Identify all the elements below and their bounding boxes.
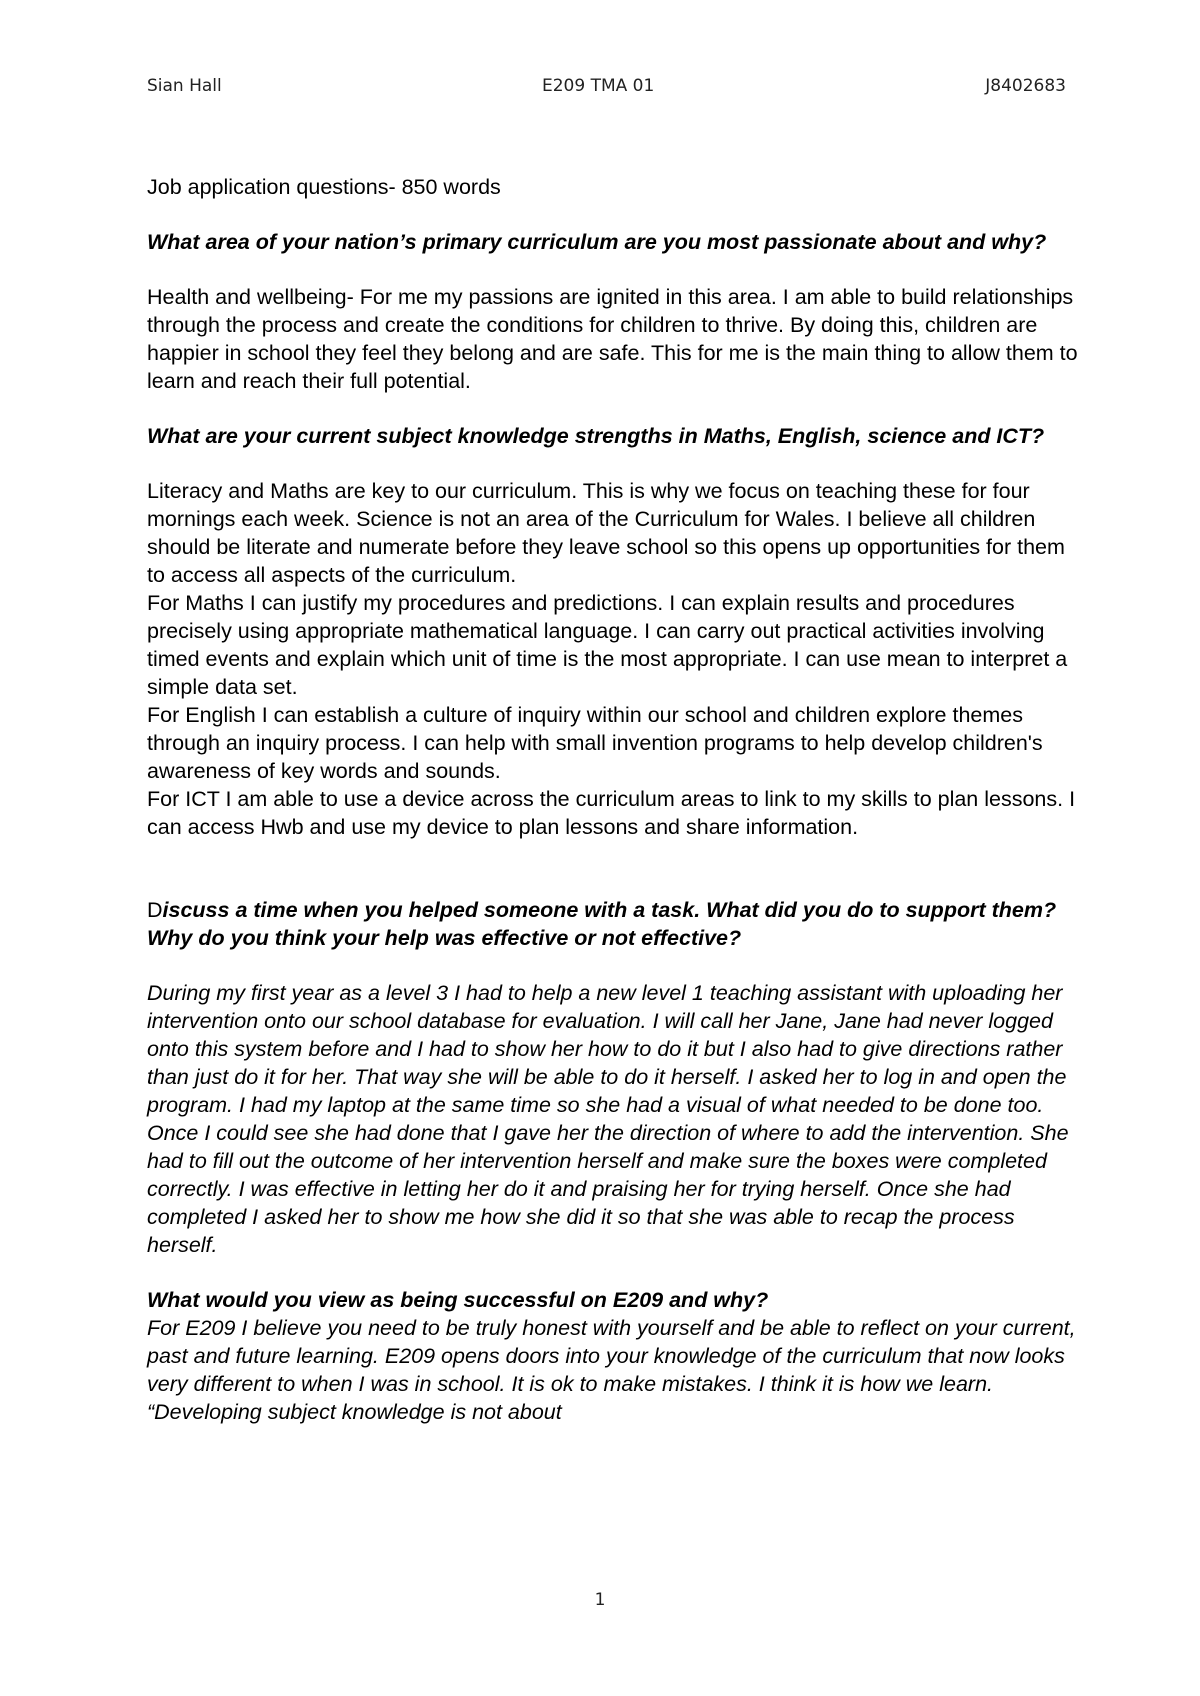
answer-4: For E209 I believe you need to be truly honest with yourself and be able to reflect on your current, past and future learning. E209 opens doors into your knowledge of the curriculum that now looks very different to when I was in school. It is ok to make mistakes. I think it is how we learn. “Developing subject knowledge is not about: [147, 1316, 1076, 1424]
header-course: E209 TMA 01: [542, 76, 655, 96]
header-author: Sian Hall: [147, 76, 222, 96]
question-2: What are your current subject knowledge strengths in Maths, English, science and ICT?: [147, 424, 1045, 448]
question-3: [147, 896, 1087, 952]
question-3-text: iscuss a time when you helped someone with a task. What did you do to support them? Why do you think your help was effective or not effective?: [147, 898, 1057, 950]
header-student-id: J8402683: [985, 76, 1066, 96]
question-1: What area of your nation’s primary curriculum are you most passionate about and why?: [147, 230, 1047, 254]
question-3-first-letter: D: [147, 898, 163, 922]
page-number: 1: [594, 1590, 606, 1610]
question-4: What would you view as being successful on E209 and why?: [147, 1288, 769, 1312]
document-body: [147, 173, 1087, 1426]
answer-2-paragraph: For ICT I am able to use a device across the curriculum areas to link to my skills to plan lessons. I can access Hwb and use my device to plan lessons and share information.: [147, 787, 1076, 839]
page-header: [147, 76, 1066, 100]
answer-2-paragraph: For Maths I can justify my procedures and predictions. I can explain results and procedures precisely using appropriate mathematical language. I can carry out practical activities involving timed events and explain which unit of time is the most appropriate. I can use mean to interpret a simple data set.: [147, 591, 1068, 699]
answer-1: Health and wellbeing- For me my passions are ignited in this area. I am able to build relationships through the process and create the conditions for children to thrive. By doing this, children are happier in school they feel they belong and are safe. This for me is the main thing to allow them to learn and reach their full potential.: [147, 285, 1078, 393]
answer-2-paragraph: Literacy and Maths are key to our curriculum. This is why we focus on teaching these for four mornings each week. Science is not an area of the Curriculum for Wales. I believe all children should be literate and numerate before they leave school so this opens up opportunities for them to access all aspects of the curriculum.: [147, 479, 1065, 587]
blank-space: [147, 841, 1087, 896]
answer-3: During my first year as a level 3 I had to help a new level 1 teaching assistant with uploading her intervention onto our school database for evaluation. I will call her Jane, Jane had never logged onto this system before and I had to show her how to do it but I also had to give directions rather than just do it for her. That way she will be able to do it herself. I asked her to log in and open the program. I had my laptop at the same time so she had a visual of what needed to be done too. Once I could see she had done that I gave her the direction of where to add the intervention. She had to fill out the outcome of her intervention herself and make sure the boxes were completed correctly. I was effective in letting her do it and praising her for trying herself. Once she had completed I asked her to show me how she did it so that she was able to recap the process herself.: [147, 981, 1069, 1257]
document-title: Job application questions- 850 words: [147, 175, 501, 199]
answer-2-paragraph: For English I can establish a culture of inquiry within our school and children explore themes through an inquiry process. I can help with small invention programs to help develop children's awareness of key words and sounds.: [147, 703, 1043, 783]
